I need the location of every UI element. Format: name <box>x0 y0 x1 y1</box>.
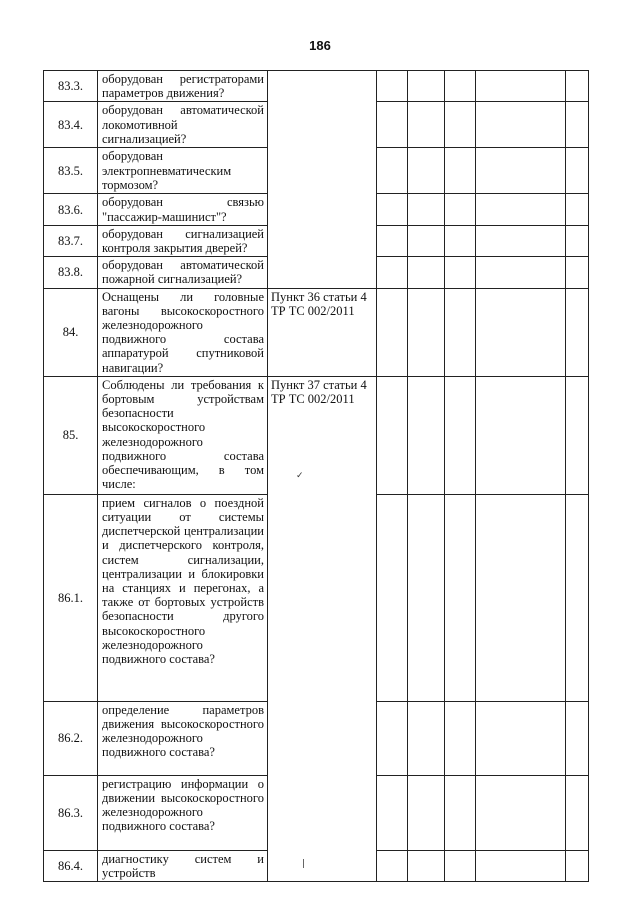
answer-yes-cell[interactable] <box>377 225 408 256</box>
answer-no-cell[interactable] <box>408 850 445 881</box>
answer-yes-cell[interactable] <box>377 701 408 775</box>
notes-cell[interactable] <box>476 194 566 225</box>
answer-yes-cell[interactable] <box>377 102 408 148</box>
answer-yes-cell[interactable] <box>377 71 408 102</box>
extra-cell[interactable] <box>566 701 589 775</box>
requirement-question: определение параметров движения высокоскоростного железнодорожного подвижного состава? <box>98 701 268 775</box>
answer-no-cell[interactable] <box>408 288 445 376</box>
answer-yes-cell[interactable] <box>377 376 408 494</box>
check-mark-icon: ✓ <box>296 470 304 481</box>
legal-reference <box>268 376 377 881</box>
answer-na-cell[interactable] <box>445 775 476 850</box>
answer-na-cell[interactable] <box>445 71 476 102</box>
row-number: 86.2. <box>44 701 98 775</box>
requirement-question: прием сигналов о поездной ситуации от системы диспетчерской централизации и диспетчерского контроля, систем сигнализации, централизации и блокировки на станциях и перегонах, а также от бортовых устройств безопасности другого высокоскоростного железнодорожного подвижного состава? <box>98 494 268 701</box>
extra-cell[interactable] <box>566 494 589 701</box>
row-number: 86.4. <box>44 850 98 881</box>
requirement-question: диагностику систем и устройств <box>98 850 268 881</box>
answer-no-cell[interactable] <box>408 257 445 288</box>
answer-no-cell[interactable] <box>408 376 445 494</box>
legal-reference-cell <box>268 71 377 289</box>
table-row <box>44 288 589 376</box>
requirement-question: Оснащены ли головные вагоны высокоскоростного железнодорожного подвижного состава аппаратурой спутниковой навигации? <box>98 288 268 376</box>
requirement-question: оборудован регистраторами параметров движения? <box>98 71 268 102</box>
answer-no-cell[interactable] <box>408 194 445 225</box>
row-number: 86.1. <box>44 494 98 701</box>
answer-na-cell[interactable] <box>445 225 476 256</box>
answer-na-cell[interactable] <box>445 288 476 376</box>
extra-cell[interactable] <box>566 850 589 881</box>
requirement-question: оборудован электропневматическим тормозом? <box>98 148 268 194</box>
row-number: 83.5. <box>44 148 98 194</box>
notes-cell[interactable] <box>476 148 566 194</box>
notes-cell[interactable] <box>476 494 566 701</box>
row-number: 83.3. <box>44 71 98 102</box>
notes-cell[interactable] <box>476 102 566 148</box>
answer-na-cell[interactable] <box>445 102 476 148</box>
notes-cell[interactable] <box>476 376 566 494</box>
answer-no-cell[interactable] <box>408 494 445 701</box>
extra-cell[interactable] <box>566 194 589 225</box>
extra-cell[interactable] <box>566 71 589 102</box>
answer-no-cell[interactable] <box>408 701 445 775</box>
answer-na-cell[interactable] <box>445 494 476 701</box>
answer-yes-cell[interactable] <box>377 288 408 376</box>
pen-stroke-icon: | <box>302 858 306 869</box>
extra-cell[interactable] <box>566 376 589 494</box>
answer-no-cell[interactable] <box>408 148 445 194</box>
notes-cell[interactable] <box>476 775 566 850</box>
answer-yes-cell[interactable] <box>377 775 408 850</box>
extra-cell[interactable] <box>566 225 589 256</box>
answer-no-cell[interactable] <box>408 71 445 102</box>
checklist-table <box>43 70 589 882</box>
table-row <box>44 376 589 494</box>
row-number: 83.6. <box>44 194 98 225</box>
answer-na-cell[interactable] <box>445 194 476 225</box>
notes-cell[interactable] <box>476 225 566 256</box>
extra-cell[interactable] <box>566 102 589 148</box>
row-number: 83.8. <box>44 257 98 288</box>
answer-yes-cell[interactable] <box>377 148 408 194</box>
requirement-question: Соблюдены ли требования к бортовым устройствам безопасности высокоскоростного железнодорожного подвижного состава обеспечивающим, в том числе: <box>98 376 268 494</box>
answer-yes-cell[interactable] <box>377 257 408 288</box>
legal-reference-text: Пункт 37 статьи 4 ТР ТС 002/2011 <box>271 377 367 407</box>
answer-na-cell[interactable] <box>445 148 476 194</box>
requirement-question: оборудован автоматической пожарной сигнализацией? <box>98 257 268 288</box>
notes-cell[interactable] <box>476 701 566 775</box>
requirement-question: оборудован связью "пассажир-машинист"? <box>98 194 268 225</box>
answer-na-cell[interactable] <box>445 850 476 881</box>
answer-no-cell[interactable] <box>408 225 445 256</box>
requirement-question: регистрацию информации о движении высокоскоростного железнодорожного подвижного состава? <box>98 775 268 850</box>
page-number: 186 <box>309 38 331 53</box>
extra-cell[interactable] <box>566 148 589 194</box>
answer-na-cell[interactable] <box>445 376 476 494</box>
extra-cell[interactable] <box>566 775 589 850</box>
requirement-question: оборудован автоматической локомотивной сигнализацией? <box>98 102 268 148</box>
row-number: 84. <box>44 288 98 376</box>
row-number: 83.7. <box>44 225 98 256</box>
answer-na-cell[interactable] <box>445 257 476 288</box>
notes-cell[interactable] <box>476 288 566 376</box>
row-number: 85. <box>44 376 98 494</box>
answer-no-cell[interactable] <box>408 102 445 148</box>
row-number: 83.4. <box>44 102 98 148</box>
requirement-question: оборудован сигнализацией контроля закрытия дверей? <box>98 225 268 256</box>
extra-cell[interactable] <box>566 257 589 288</box>
notes-cell[interactable] <box>476 71 566 102</box>
answer-yes-cell[interactable] <box>377 494 408 701</box>
legal-reference: Пункт 36 статьи 4 ТР ТС 002/2011 <box>268 288 377 376</box>
answer-yes-cell[interactable] <box>377 850 408 881</box>
answer-no-cell[interactable] <box>408 775 445 850</box>
notes-cell[interactable] <box>476 257 566 288</box>
answer-yes-cell[interactable] <box>377 194 408 225</box>
notes-cell[interactable] <box>476 850 566 881</box>
table-row <box>44 71 589 102</box>
row-number: 86.3. <box>44 775 98 850</box>
answer-na-cell[interactable] <box>445 701 476 775</box>
extra-cell[interactable] <box>566 288 589 376</box>
